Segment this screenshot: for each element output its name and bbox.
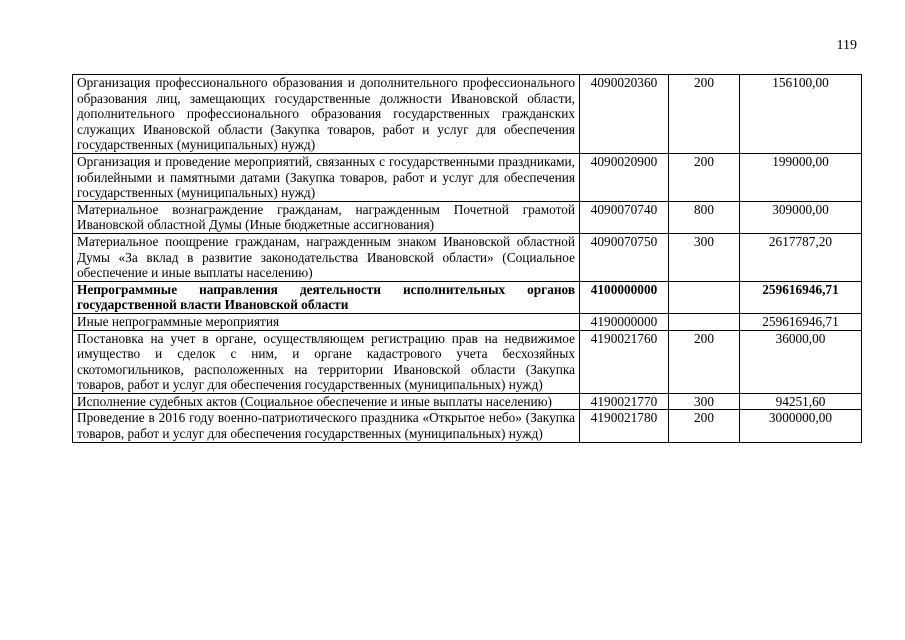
row-type-cell: 200 xyxy=(669,410,740,442)
row-code-cell: 4190021760 xyxy=(580,330,669,393)
row-amount-cell: 36000,00 xyxy=(740,330,862,393)
row-code-cell: 4190000000 xyxy=(580,313,669,330)
row-name-cell: Организация профессионального образования и дополнительного профессионального образования лиц, замещающих государственные должности Ивановской области, дополнительного профессионального образования государственных гражданских служащих Ивановской области (Закупка товаров, работ и услуг для обеспечения государственных (муниципальных) нужд) xyxy=(73,75,580,154)
row-name-cell: Материальное поощрение гражданам, награжденным знаком Ивановской областной Думы «За вклад в развитие законодательства Ивановской области» (Социальное обеспечение и иные выплаты населению) xyxy=(73,233,580,281)
row-type-cell: 800 xyxy=(669,201,740,233)
row-name-cell: Постановка на учет в органе, осуществляющем регистрацию прав на недвижимое имущество и сделок с ним, и органе кадастрового учета бесхозяйных скотомогильников, расположенных на территории Ивановской области (Закупка товаров, работ и услуг для обеспечения государственных (муниципальных) нужд) xyxy=(73,330,580,393)
table-row xyxy=(73,201,862,233)
table-row xyxy=(73,281,862,313)
row-type-cell xyxy=(669,313,740,330)
row-type-cell: 300 xyxy=(669,393,740,410)
row-code-cell: 4100000000 xyxy=(580,281,669,313)
row-name-cell: Материальное вознаграждение гражданам, награжденным Почетной грамотой Ивановской областной Думы (Иные бюджетные ассигнования) xyxy=(73,201,580,233)
row-code-cell: 4090020360 xyxy=(580,75,669,154)
table-row xyxy=(73,410,862,442)
row-type-cell xyxy=(669,281,740,313)
row-amount-cell: 259616946,71 xyxy=(740,281,862,313)
row-amount-cell: 199000,00 xyxy=(740,153,862,201)
row-amount-cell: 2617787,20 xyxy=(740,233,862,281)
row-amount-cell: 3000000,00 xyxy=(740,410,862,442)
page-number: 119 xyxy=(836,38,857,53)
table-row xyxy=(73,75,862,154)
row-code-cell: 4090070750 xyxy=(580,233,669,281)
table-row xyxy=(73,313,862,330)
row-amount-cell: 259616946,71 xyxy=(740,313,862,330)
table-row xyxy=(73,393,862,410)
row-name-cell: Иные непрограммные мероприятия xyxy=(73,313,580,330)
row-code-cell: 4190021780 xyxy=(580,410,669,442)
row-name-cell: Исполнение судебных актов (Социальное обеспечение и иные выплаты населению) xyxy=(73,393,580,410)
row-code-cell: 4190021770 xyxy=(580,393,669,410)
row-type-cell: 200 xyxy=(669,330,740,393)
row-type-cell: 200 xyxy=(669,75,740,154)
budget-table-body xyxy=(73,75,862,443)
row-name-cell: Организация и проведение мероприятий, связанных с государственными праздниками, юбилейными и памятными датами (Закупка товаров, работ и услуг для обеспечения государственных (муниципальных) нужд) xyxy=(73,153,580,201)
budget-table xyxy=(72,74,862,443)
row-name-cell: Непрограммные направления деятельности исполнительных органов государственной власти Ивановской области xyxy=(73,281,580,313)
row-code-cell: 4090070740 xyxy=(580,201,669,233)
table-row xyxy=(73,233,862,281)
row-amount-cell: 94251,60 xyxy=(740,393,862,410)
row-code-cell: 4090020900 xyxy=(580,153,669,201)
row-type-cell: 300 xyxy=(669,233,740,281)
row-type-cell: 200 xyxy=(669,153,740,201)
row-name-cell: Проведение в 2016 году военно-патриотического праздника «Открытое небо» (Закупка товаров, работ и услуг для обеспечения государственных (муниципальных) нужд) xyxy=(73,410,580,442)
row-amount-cell: 156100,00 xyxy=(740,75,862,154)
table-row xyxy=(73,330,862,393)
row-amount-cell: 309000,00 xyxy=(740,201,862,233)
table-row xyxy=(73,153,862,201)
